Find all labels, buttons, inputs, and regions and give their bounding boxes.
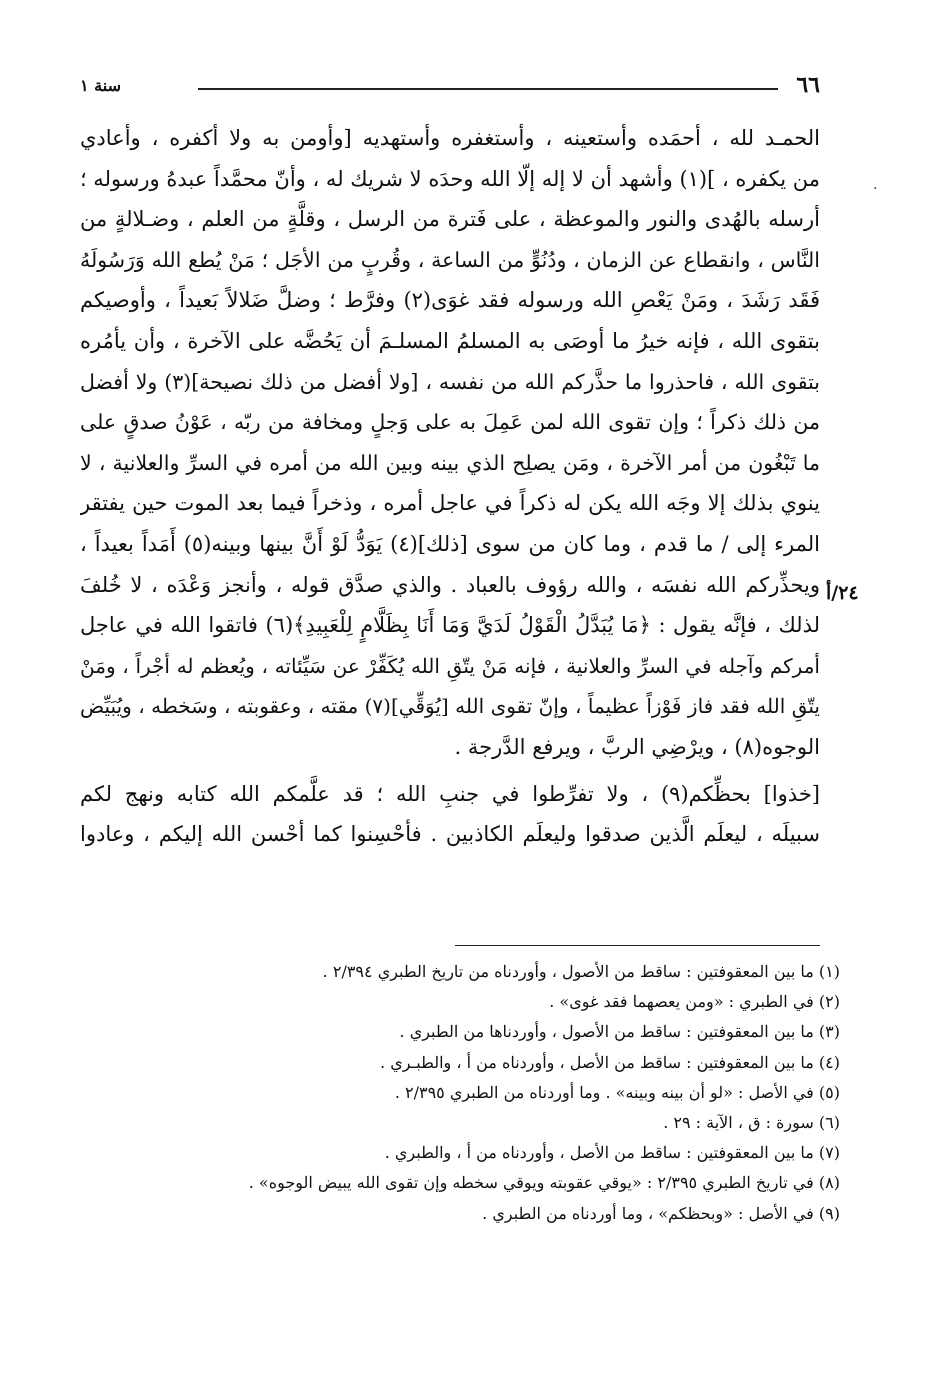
text-line: ينوي بذلك إلا وجَه الله يكن له ذكراً في عاجل أمره ، وذخراً فيما بعد الموت حين يفتقر: [80, 491, 820, 516]
text-line: ويحذِّركم الله نفسَه ، والله رؤوف بالعباد . والذي صدَّق قوله ، وأنجز وَعْدَه ، لا خُلفَ: [80, 572, 820, 597]
footnote: (٤) ما بين المعقوفتين : ساقط من الأصل ، وأوردناه من أ ، والطبـري .: [380, 1052, 840, 1072]
text-line: أرسله بالهُدى والنور والموعظة ، على فَترة من الرسل ، وقلَّةٍ من العلم ، وضـلالةٍ من: [80, 207, 820, 232]
footnote: (١) ما بين المعقوفتين : ساقط من الأصول ، وأوردناه من تاريخ الطبري ٢/٣٩٤ .: [322, 962, 840, 981]
margin-folio-note: ٢٤/أ: [826, 582, 859, 604]
margin-dot: ·: [873, 181, 878, 197]
text-line: لذلك ، فإنَّه يقول : ﴿مَا يُبَدَّلُ الْقَوْلُ لَدَيَّ وَمَا أَنَا بِظَلَّامٍ لِلْعَبِيدِ﴾(٦) فاتقوا الله في عاجل: [80, 613, 820, 638]
footnote: (٨) في تاريخ الطبري ٢/٣٩٥ : «يوقي عقوبته ويوقي سخطه وإن تقوى الله يبيض الوجوه» .: [248, 1173, 840, 1193]
text-line: فَقَد رَشَدَ ، ومَنْ يَعْصِ الله ورسوله فقد غوَى(٢) وفرَّط ؛ وضلَّ ضَلالاً بَعيداً ، وأوصيكم: [80, 288, 820, 313]
page-number: ٦٦: [796, 72, 820, 98]
text-line: سبيلَه ، ليعلَم الَّذين صدقوا وليعلَم الكاذبين . فأحْسِنوا كما أحْسن الله إليكم ، وعادوا: [80, 822, 820, 847]
text-line: الحمـد لله ، أحمَده وأستعينه ، وأستغفره وأستهديه [وأومن به ولا أكفره ، وأعادي: [80, 126, 820, 150]
footnote: (٥) في الأصل : «لو أن بينه وبينه» . وما أوردناه من الطبري ٢/٣٩٥ .: [394, 1082, 840, 1102]
footnote: (٢) في الطبري : «ومن يعصهما فقد غوى» .: [549, 992, 840, 1012]
text-line: [خذوا] بحظِّكم(٩) ، ولا تفرِّطوا في جنبِ الله ؛ قد علَّمكم الله كتابه ونهج لكم: [80, 781, 820, 806]
main-text: [80, 118, 820, 855]
footnote: (٩) في الأصل : «وبحظكم» ، وما أوردناه من الطبري .: [482, 1203, 840, 1223]
text-line: الوجوه(٨) ، ويرْضِي الربَّ ، ويرفع الدَّرجة .: [454, 734, 820, 759]
text-line: من يكفره ، ](١) وأشهد أن لا إله إلّا الله وحدَه لا شريك له ، وأنّ محمَّداً عبدهُ ورسوله ؛: [80, 166, 820, 191]
text-line: ما تَبْغُون من أمر الآخرة ، ومَن يصلِح الذي بينه وبين الله من أمره في السرِّ والعلانية ، لا: [80, 450, 820, 475]
text-line: يتّقِ الله فقد فاز فَوْزاً عظيماً ، وإنّ تقوى الله [يُوَقِّي](٧) مقته ، وعقوبته ، وسَخطه ، ويُبَيِّض: [80, 694, 820, 719]
text-line: النَّاس ، وانقطاع عن الزمان ، ودُنُوٍّ من الساعة ، وقُربٍ من الأجَل ؛ مَنْ يُطع الله وَرَسُولَهُ: [80, 247, 820, 272]
footnote: (٣) ما بين المعقوفتين : ساقط من الأصول ، وأوردناها من الطبري .: [399, 1022, 840, 1042]
footnote: (٦) سورة : ق ، الآية : ٢٩ .: [663, 1113, 840, 1133]
text-line: المرء إلى / ما قدم ، وما كان من سوى [ذلك](٤) يَوَدُّ لَوْ أَنَّ بينها وبينه(٥) أَمَداً بعيداً ،: [80, 531, 820, 556]
text-line: من ذلك ذكراً ؛ وإن تقوى الله لمن عَمِلَ به على وَجلٍ ومخافة من ربّه ، عَوْنُ صدقٍ على: [80, 410, 820, 435]
text-line: بتقوى الله ، فإنه خيرُ ما أوصَى به المسلمُ المسلـمَ أن يَحُضَّه على الآخرة ، وأن يأمُره: [80, 328, 820, 353]
footnotes: [180, 957, 840, 1229]
text-line: بتقوى الله ، فاحذروا ما حذَّركم الله من نفسه ، [ولا أفضل من ذلك نصيحة](٣) ولا أفضل: [80, 369, 820, 394]
footnote-rule: [455, 945, 820, 946]
page-header: [80, 72, 820, 100]
running-title: سنة ١: [80, 76, 121, 95]
header-rule: [198, 88, 778, 90]
footnote: (٧) ما بين المعقوفتين : ساقط من الأصل ، وأوردناه من أ ، والطبري .: [384, 1143, 840, 1163]
text-line: أمركم وآجله في السرِّ والعلانية ، فإنه مَنْ يتّقِ الله يُكَفِّرْ عن سَيِّئاته ، ويُعظم له أجْراً ، ومَنْ: [80, 653, 820, 678]
